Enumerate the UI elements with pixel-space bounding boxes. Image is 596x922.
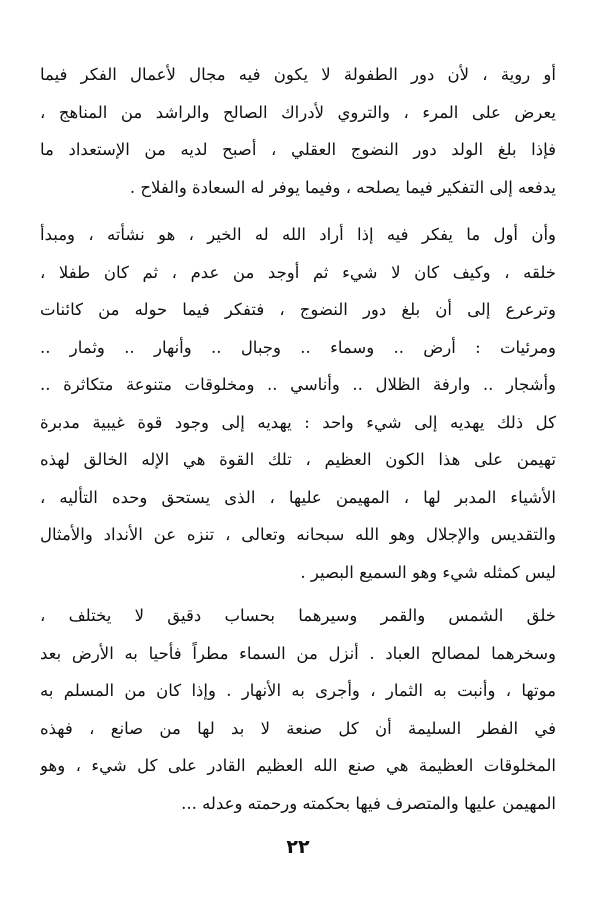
text-line: وأشجار .. وارفة الظلال .. وأناسي .. ومخلوقات متنوعة متكاثرة .. [40,375,556,394]
paragraph-2 [40,216,556,591]
text-line: يعرض على المرء ، والتروي لأدراك الصالح والراشد من المناهج ، [40,102,556,122]
text-line: خلق الشمس والقمر وسيرهما بحساب دقيق لا يختلف ، [40,606,556,625]
text-line: خلقه ، وكيف كان لا شيء ثم أوجد من عدم ، ثم كان طفلا ، [40,262,556,282]
text-line: المخلوقات العظيمة هي صنع الله العظيم القادر على كل شيء ، وهو [40,756,556,775]
text-line: في الفطر السليمة أن كل صنعة لا بد لها من صانع ، فهذه [40,718,556,738]
text-line: والتقديس والإجلال وهو الله سبحانه وتعالى ، تنزه عن الأنداد والأمثال [40,525,556,544]
text-line: الأشياء المدبر لها ، المهيمن عليها ، الذى يستحق وحده التأليه ، [40,487,556,507]
text-line: وأن أول ما يفكر فيه إذا أراد الله له الخير ، هو نشأته ، ومبدأ [40,225,556,244]
text-line: وترعرع إلى أن بلغ دور النضوج ، فتفكر فيما حوله من كائنات [40,300,556,319]
text-line: موتها ، وأنبت به الثمار ، وأجرى به الأنهار . وإذا كان من المسلم به [40,681,556,700]
text-line: ليس كمثله شيء وهو السميع البصير . [300,562,556,582]
text-line: تهيمن على هذا الكون العظيم ، تلك القوة هي الإله الخالق لهذه [40,450,556,469]
page-number: ٢٢ [286,836,310,858]
paragraph-1 [40,56,556,206]
text-line: كل ذلك يهديه إلى شيء واحد : يهديه إلى وجود قوة غيبية مدبرة [40,412,556,432]
text-line: فإذا بلغ الولد دور النضوج العقلي ، أصبح لديه من الإستعداد ما [40,140,556,159]
text-line: يدفعه إلى التفكير فيما يصلحه ، وفيما يوفر له السعادة والفلاح . [129,177,556,197]
text-line: أو روية ، لأن دور الطفولة لا يكون فيه مجال لأعمال الفكر فيما [40,65,556,84]
text-line: المهيمن عليها والمتصرف فيها بحكمته ورحمته وعدله ... [181,793,556,813]
paragraph-3 [40,597,556,822]
body-text [40,56,556,822]
text-line: ومرئيات : أرض .. وسماء .. وجبال .. وأنهار .. وثمار .. [40,337,556,357]
text-line: وسخرهما لمصالح العباد . أنزل من السماء مطراً فأحيا به الأرض بعد [40,643,556,663]
